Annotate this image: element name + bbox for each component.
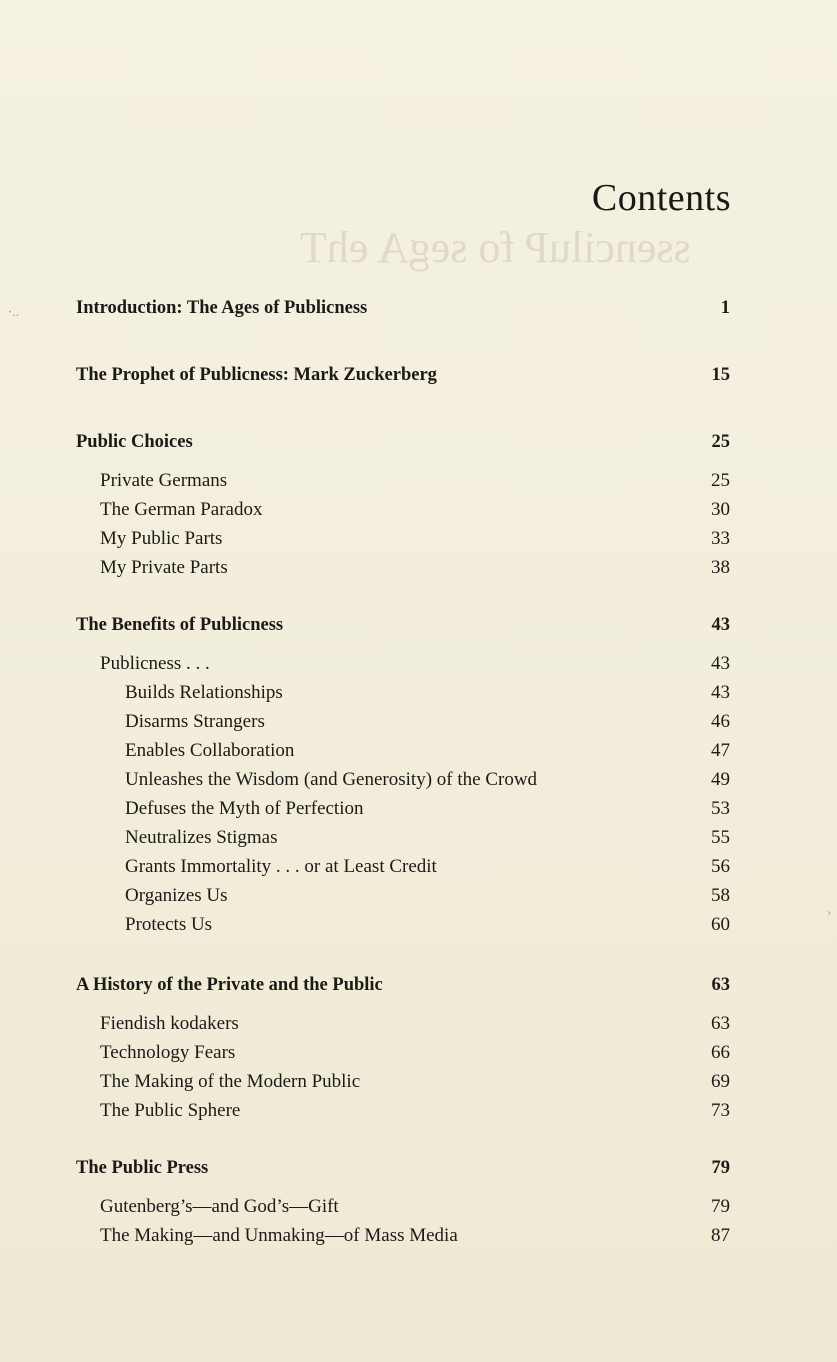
toc-entry-page-number: 63 <box>711 1013 730 1034</box>
toc-entry <box>76 856 730 885</box>
toc-entry <box>76 798 730 827</box>
toc-entry-page-number: 63 <box>711 975 730 995</box>
toc-entry-page-number: 79 <box>711 1158 730 1178</box>
page-smudge: ·.. <box>8 305 20 319</box>
toc-entry <box>76 827 730 856</box>
toc-entry <box>76 528 730 557</box>
toc-entry <box>76 1042 730 1071</box>
toc-entry-page-number: 43 <box>711 682 730 703</box>
toc-entry-page-number: 33 <box>711 528 730 549</box>
toc-entry-page-number: 1 <box>720 298 730 318</box>
toc-entry <box>76 557 730 586</box>
toc-part-entry <box>76 615 730 644</box>
toc-entry-page-number: 66 <box>711 1042 730 1063</box>
toc-entry-page-number: 25 <box>711 470 730 491</box>
toc-entry-title: Public Choices <box>76 432 193 452</box>
toc-entry-page-number: 43 <box>711 653 730 674</box>
page-smudge-2: › <box>827 908 831 919</box>
toc-part-entry <box>76 365 730 394</box>
bleed-through-ghost-line <box>560 68 564 86</box>
toc-entry-title: Private Germans <box>100 470 228 491</box>
toc-entry-title: The Making—and Unmaking—of Mass Media <box>100 1225 458 1246</box>
toc-part-entry <box>76 432 730 461</box>
toc-entry-page-number: 53 <box>711 798 730 819</box>
toc-part-entry <box>76 975 730 1004</box>
toc-entry-page-number: 87 <box>711 1225 730 1246</box>
toc-entry-title: The Benefits of Publicness <box>76 615 284 635</box>
toc-entry-title: Enables Collaboration <box>125 740 295 761</box>
toc-entry-title: Technology Fears <box>100 1042 236 1063</box>
toc-entry-page-number: 46 <box>711 711 730 732</box>
toc-entry <box>76 653 730 682</box>
toc-entry-page-number: 25 <box>711 432 730 452</box>
toc-entry-page-number: 38 <box>711 557 730 578</box>
toc-entry <box>76 885 730 914</box>
toc-entry-title: Neutralizes Stigmas <box>125 827 278 848</box>
toc-entry-page-number: 56 <box>711 856 730 877</box>
toc-entry-page-number: 58 <box>711 885 730 906</box>
toc-entry-page-number: 49 <box>711 769 730 790</box>
toc-entry-title: Defuses the Myth of Perfection <box>125 798 364 819</box>
toc-entry-title: Protects Us <box>125 914 213 935</box>
toc-entry-title: Builds Relationships <box>125 682 283 703</box>
toc-entry-title: The Public Press <box>76 1158 209 1178</box>
toc-entry-title: My Public Parts <box>100 528 223 549</box>
toc-entry-page-number: 69 <box>711 1071 730 1092</box>
toc-entry-title: Fiendish kodakers <box>100 1013 239 1034</box>
toc-entry <box>76 711 730 740</box>
toc-entry-title: Grants Immortality . . . or at Least Credit <box>125 856 437 877</box>
toc-entry <box>76 1071 730 1100</box>
toc-entry <box>76 769 730 798</box>
toc-entry-page-number: 30 <box>711 499 730 520</box>
toc-entry <box>76 740 730 769</box>
toc-entry-title: Introduction: The Ages of Publicness <box>76 298 368 318</box>
toc-entry-page-number: 60 <box>711 914 730 935</box>
toc-entry-page-number: 15 <box>711 365 730 385</box>
toc-part-entry <box>76 298 730 327</box>
toc-entry-page-number: 73 <box>711 1100 730 1121</box>
toc-entry-title: Organizes Us <box>125 885 228 906</box>
toc-entry-title: Disarms Strangers <box>125 711 265 732</box>
toc-entry <box>76 1013 730 1042</box>
toc-entry <box>76 499 730 528</box>
bleed-through-ghost-text: ssenciluP fo segA ehT <box>300 223 691 272</box>
toc-entry <box>76 1100 730 1129</box>
toc-entry-title: The Public Sphere <box>100 1100 241 1121</box>
toc-entry-title: A History of the Private and the Public <box>76 975 383 995</box>
toc-entry-title: Gutenberg’s—and God’s—Gift <box>100 1196 339 1217</box>
toc-entry-page-number: 79 <box>711 1196 730 1217</box>
toc-entry <box>76 682 730 711</box>
toc-entry <box>76 1196 730 1225</box>
toc-entry-title: Unleashes the Wisdom (and Generosity) of the Crowd <box>125 769 538 790</box>
toc-entry-title: Publicness . . . <box>100 653 210 674</box>
toc-entry-title: My Private Parts <box>100 557 228 578</box>
page-title: Contents <box>591 177 731 219</box>
toc-entry-page-number: 55 <box>711 827 730 848</box>
toc-entry <box>76 470 730 499</box>
toc-entry <box>76 914 730 943</box>
toc-entry-title: The German Paradox <box>100 499 263 520</box>
toc-entry-page-number: 43 <box>711 615 730 635</box>
toc-part-entry <box>76 1158 730 1187</box>
toc-entry-page-number: 47 <box>711 740 730 761</box>
toc-entry-title: The Making of the Modern Public <box>100 1071 361 1092</box>
toc-entry <box>76 1225 730 1254</box>
toc-entry-title: The Prophet of Publicness: Mark Zuckerberg <box>76 365 437 385</box>
